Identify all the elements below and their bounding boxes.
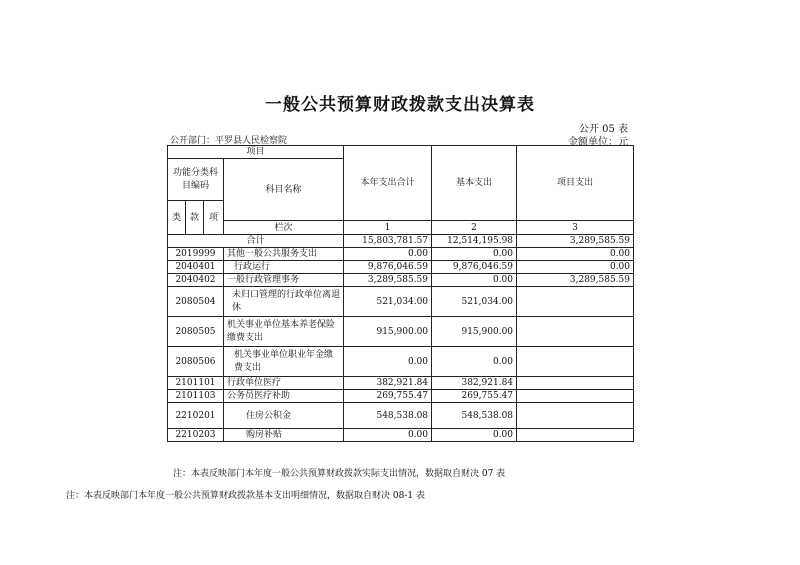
- row-basic: 382,921.84: [432, 377, 517, 390]
- row-basic: 0.00: [432, 429, 517, 442]
- row-project: [517, 429, 634, 442]
- row-index-1: 1: [344, 221, 432, 235]
- row-index-2: 2: [432, 221, 517, 235]
- row-basic: 0.00: [432, 274, 517, 287]
- header-basic: 基本支出: [432, 146, 517, 221]
- row-basic: 0.00: [432, 248, 517, 261]
- row-code: 2210201: [168, 403, 224, 429]
- row-project: [517, 347, 634, 377]
- total-basic: 12,514,195.98: [432, 235, 517, 248]
- total-label: 合计: [168, 235, 344, 248]
- row-total: 0.00: [344, 429, 432, 442]
- row-code: 2210203: [168, 429, 224, 442]
- header-subject-name: 科目名称: [224, 159, 344, 221]
- row-code: 2040401: [168, 261, 224, 274]
- row-name: 未归口管理的行政单位离退休: [224, 287, 344, 317]
- table-row: [168, 347, 634, 377]
- row-code: 2080505: [168, 317, 224, 347]
- form-number: 公开 05 表: [578, 124, 628, 135]
- row-code: 2080506: [168, 347, 224, 377]
- row-index-3: 3: [517, 221, 634, 235]
- table-row: [168, 287, 634, 317]
- row-code: 2040402: [168, 274, 224, 287]
- table-row: [168, 390, 634, 403]
- row-name: 购房补贴: [224, 429, 344, 442]
- row-code: 2080504: [168, 287, 224, 317]
- row-basic: 269,755.47: [432, 390, 517, 403]
- row-total: 548,538.08: [344, 403, 432, 429]
- unit-label: 金额单位：元: [568, 137, 628, 148]
- row-index-label: 栏次: [224, 221, 344, 235]
- row-project: [517, 403, 634, 429]
- row-total: 3,289,585.59: [344, 274, 432, 287]
- header-total: 本年支出合计: [344, 146, 432, 221]
- row-name: 一般行政管理事务: [224, 274, 344, 287]
- row-project: 0.00: [517, 261, 634, 274]
- row-basic: 915,900.00: [432, 317, 517, 347]
- row-name: 机关事业单位职业年金缴费支出: [224, 347, 344, 377]
- row-total: 0.00: [344, 248, 432, 261]
- table-row: [168, 248, 634, 261]
- table-row: [168, 274, 634, 287]
- row-total: 0.00: [344, 347, 432, 377]
- table-row: [168, 261, 634, 274]
- header-project: 项目: [168, 146, 344, 159]
- table-row: [168, 429, 634, 442]
- row-project: [517, 317, 634, 347]
- header-func-code: 功能分类科目编码: [168, 159, 224, 201]
- row-name: 机关事业单位基本养老保险缴费支出: [224, 317, 344, 347]
- row-total: 915,900.00: [344, 317, 432, 347]
- row-project: [517, 287, 634, 317]
- row-name: 行政单位医疗: [224, 377, 344, 390]
- row-project: 3,289,585.59: [517, 274, 634, 287]
- header-project-exp: 项目支出: [517, 146, 634, 221]
- row-total: 9,876,046.59: [344, 261, 432, 274]
- table-row: [168, 377, 634, 390]
- header-lei: 类: [168, 201, 186, 235]
- row-name: 住房公积金: [224, 403, 344, 429]
- page-title: 一般公共预算财政拨款支出决算表: [265, 95, 535, 115]
- row-project: [517, 390, 634, 403]
- total-total: 15,803,781.57: [344, 235, 432, 248]
- row-total: 269,755.47: [344, 390, 432, 403]
- row-total: 382,921.84: [344, 377, 432, 390]
- header-xiang: 项: [204, 201, 224, 235]
- department-label: 公开部门：平罗县人民检察院: [170, 136, 288, 146]
- table-row: [168, 403, 634, 429]
- total-project: 3,289,585.59: [517, 235, 634, 248]
- header-kuan: 款: [186, 201, 204, 235]
- footnote-2: 注：本表反映部门本年度一般公共预算财政拨款基本支出明细情况，数据取自财决 08-1 表: [66, 491, 425, 501]
- row-project: 0.00: [517, 248, 634, 261]
- row-project: [517, 377, 634, 390]
- row-name: 行政运行: [224, 261, 344, 274]
- row-total: 521,034.00: [344, 287, 432, 317]
- row-name: 其他一般公共服务支出: [224, 248, 344, 261]
- footnote-1: 注：本表反映部门本年度一般公共预算财政拨款实际支出情况，数据取自财决 07 表: [173, 469, 506, 479]
- row-code: 2101103: [168, 390, 224, 403]
- expenditure-table: [167, 145, 634, 442]
- row-basic: 521,034.00: [432, 287, 517, 317]
- row-name: 公务员医疗补助: [224, 390, 344, 403]
- row-basic: 548,538.08: [432, 403, 517, 429]
- row-basic: 9,876,046.59: [432, 261, 517, 274]
- row-code: 2101101: [168, 377, 224, 390]
- table-row: [168, 317, 634, 347]
- row-code: 2019999: [168, 248, 224, 261]
- row-basic: 0.00: [432, 347, 517, 377]
